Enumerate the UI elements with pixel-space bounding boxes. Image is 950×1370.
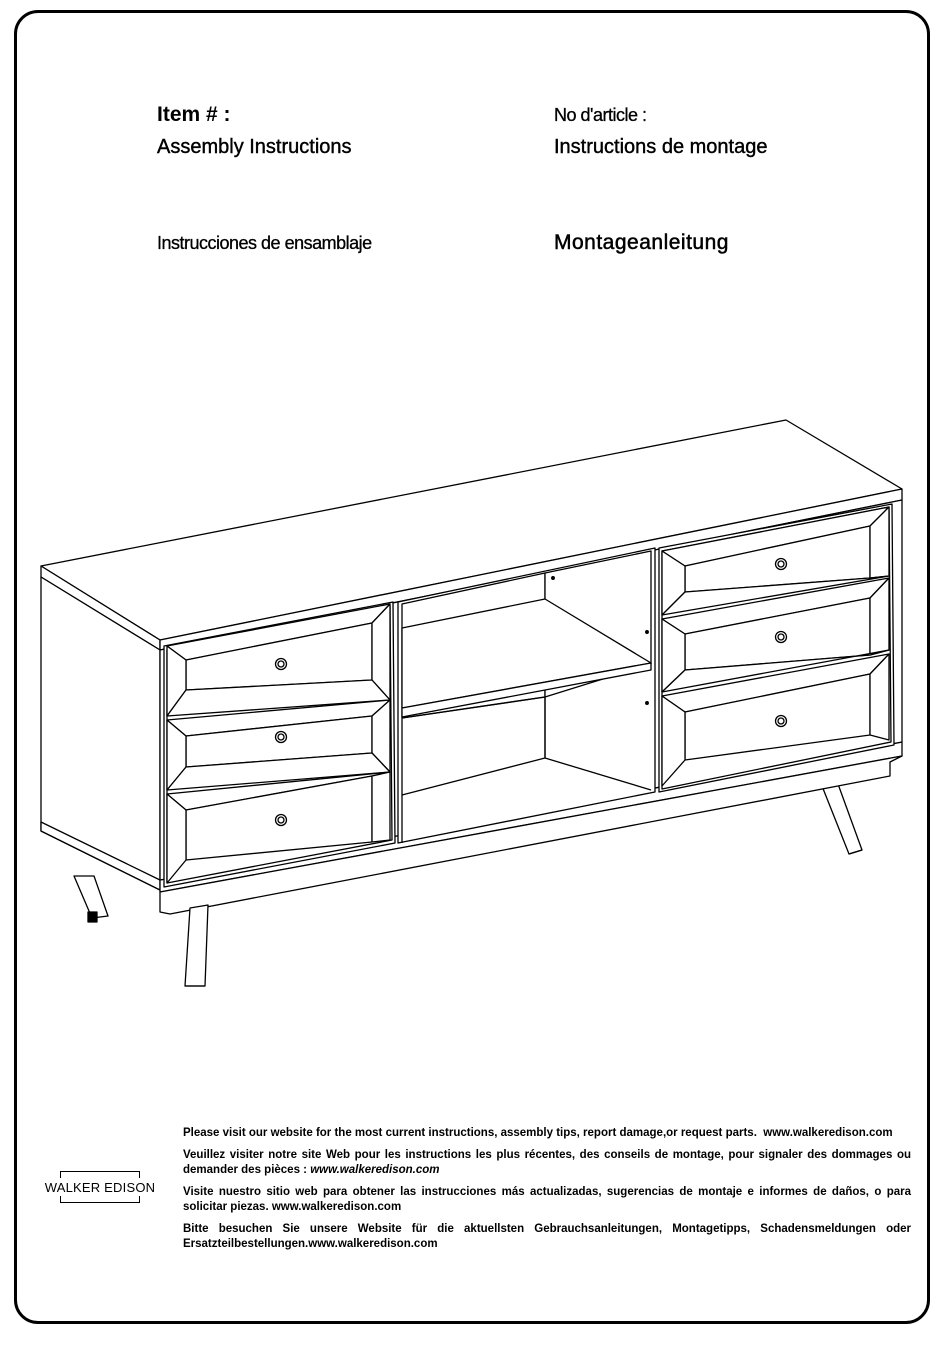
montageanleitung-title: Montageanleitung [554, 231, 729, 254]
note-german [183, 1222, 911, 1252]
logo-tick [60, 1171, 61, 1178]
back-leg-right [822, 784, 862, 854]
item-number-label: Item # : [157, 103, 231, 126]
note-french [183, 1148, 911, 1178]
note-spanish-text: Visite nuestro sitio web para obtener las instrucciones más actualizadas, sugerencias de montaje e informes de daños, o para solicitar piezas. [183, 1186, 911, 1213]
website-notes [183, 1126, 911, 1259]
no-article-label: No d'article : [554, 105, 647, 125]
instructions-montage-title: Instructions de montage [554, 136, 768, 158]
note-english-text: Please visit our website for the most current instructions, assembly tips, report damage,or request parts. [183, 1127, 757, 1139]
note-french-url[interactable]: www.walkeredison.com [310, 1164, 440, 1176]
note-french-text: Veuillez visiter notre site Web pour les instructions les plus récentes, des conseils de montage, pour signaler des dommages ou demander des pièces : [183, 1149, 911, 1176]
note-spanish [183, 1185, 911, 1215]
note-german-url[interactable]: www.walkeredison.com [308, 1238, 438, 1250]
note-english-url[interactable]: www.walkeredison.com [763, 1127, 893, 1139]
assembly-instructions-title: Assembly Instructions [157, 136, 352, 158]
walker-edison-logo [40, 1171, 160, 1205]
logo-tick [139, 1171, 140, 1178]
logo-tick [139, 1196, 140, 1203]
logo-bottom-rule [60, 1202, 140, 1203]
front-leg-left [185, 905, 208, 986]
note-english [183, 1126, 911, 1141]
logo-tick [60, 1196, 61, 1203]
instrucciones-ensamblaje-title: Instrucciones de ensamblaje [157, 233, 372, 253]
logo-text: WALKER EDISON [44, 1180, 156, 1195]
back-leg-left [74, 876, 108, 922]
note-german-text: Bitte besuchen Sie unsere Website für die aktuellsten Gebrauchsanleitungen, Montagetipps, Schadensmeldungen oder Ersatzteilbestellungen. [183, 1223, 911, 1250]
note-spanish-url[interactable]: www.walkeredison.com [271, 1201, 402, 1213]
logo-top-rule [60, 1171, 140, 1172]
